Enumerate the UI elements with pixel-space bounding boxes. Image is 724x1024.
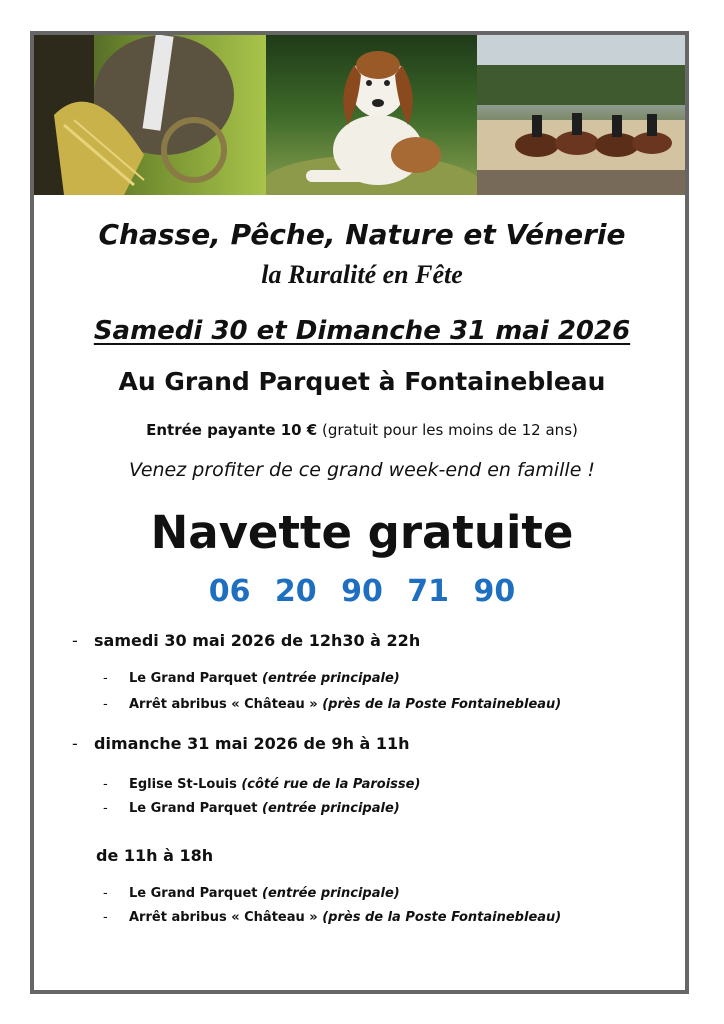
schedule-saturday: samedi 30 mai 2026 de 12h30 à 22h xyxy=(94,631,421,650)
shuttle-title: Navette gratuite xyxy=(150,506,574,559)
stop-item: Arrêt abribus « Château » (près de la Poste Fontainebleau) xyxy=(129,910,562,925)
list-dash: - xyxy=(103,697,108,712)
event-location: Au Grand Parquet à Fontainebleau xyxy=(118,367,606,396)
invitation-text: Venez profiter de ce grand week-end en famille ! xyxy=(128,459,596,481)
list-dash: - xyxy=(72,631,78,650)
stop-item: Le Grand Parquet (entrée principale) xyxy=(129,801,400,816)
entry-price-note: (gratuit pour les moins de 12 ans) xyxy=(317,421,578,439)
event-subtitle: la Ruralité en Fête xyxy=(261,260,463,289)
event-title: Chasse, Pêche, Nature et Vénerie xyxy=(98,218,626,251)
event-dates: Samedi 30 et Dimanche 31 mai 2026 xyxy=(93,316,631,346)
riders-with-hounds-photo xyxy=(477,35,685,195)
entry-price-label: Entrée payante 10 € xyxy=(146,421,318,439)
list-dash: - xyxy=(103,777,108,792)
list-dash: - xyxy=(103,910,108,925)
list-dash: - xyxy=(72,734,78,753)
stop-item: Eglise St-Louis (côté rue de la Paroisse) xyxy=(129,777,421,792)
hunting-horn-photo xyxy=(34,35,266,195)
stop-item: Le Grand Parquet (entrée principale) xyxy=(129,671,400,686)
schedule-sunday: dimanche 31 mai 2026 de 9h à 11h xyxy=(94,734,410,753)
stop-item: Arrêt abribus « Château » (près de la Poste Fontainebleau) xyxy=(129,697,562,712)
hound-dog-photo xyxy=(266,35,477,195)
photo-banner xyxy=(34,35,685,195)
entry-price xyxy=(0,421,724,439)
list-dash: - xyxy=(103,671,108,686)
schedule-sunday-afternoon: de 11h à 18h xyxy=(96,846,214,865)
list-dash: - xyxy=(103,801,108,816)
list-dash: - xyxy=(103,886,108,901)
stop-item: Le Grand Parquet (entrée principale) xyxy=(129,886,400,901)
shuttle-phone: 06 20 90 71 90 xyxy=(208,574,516,609)
